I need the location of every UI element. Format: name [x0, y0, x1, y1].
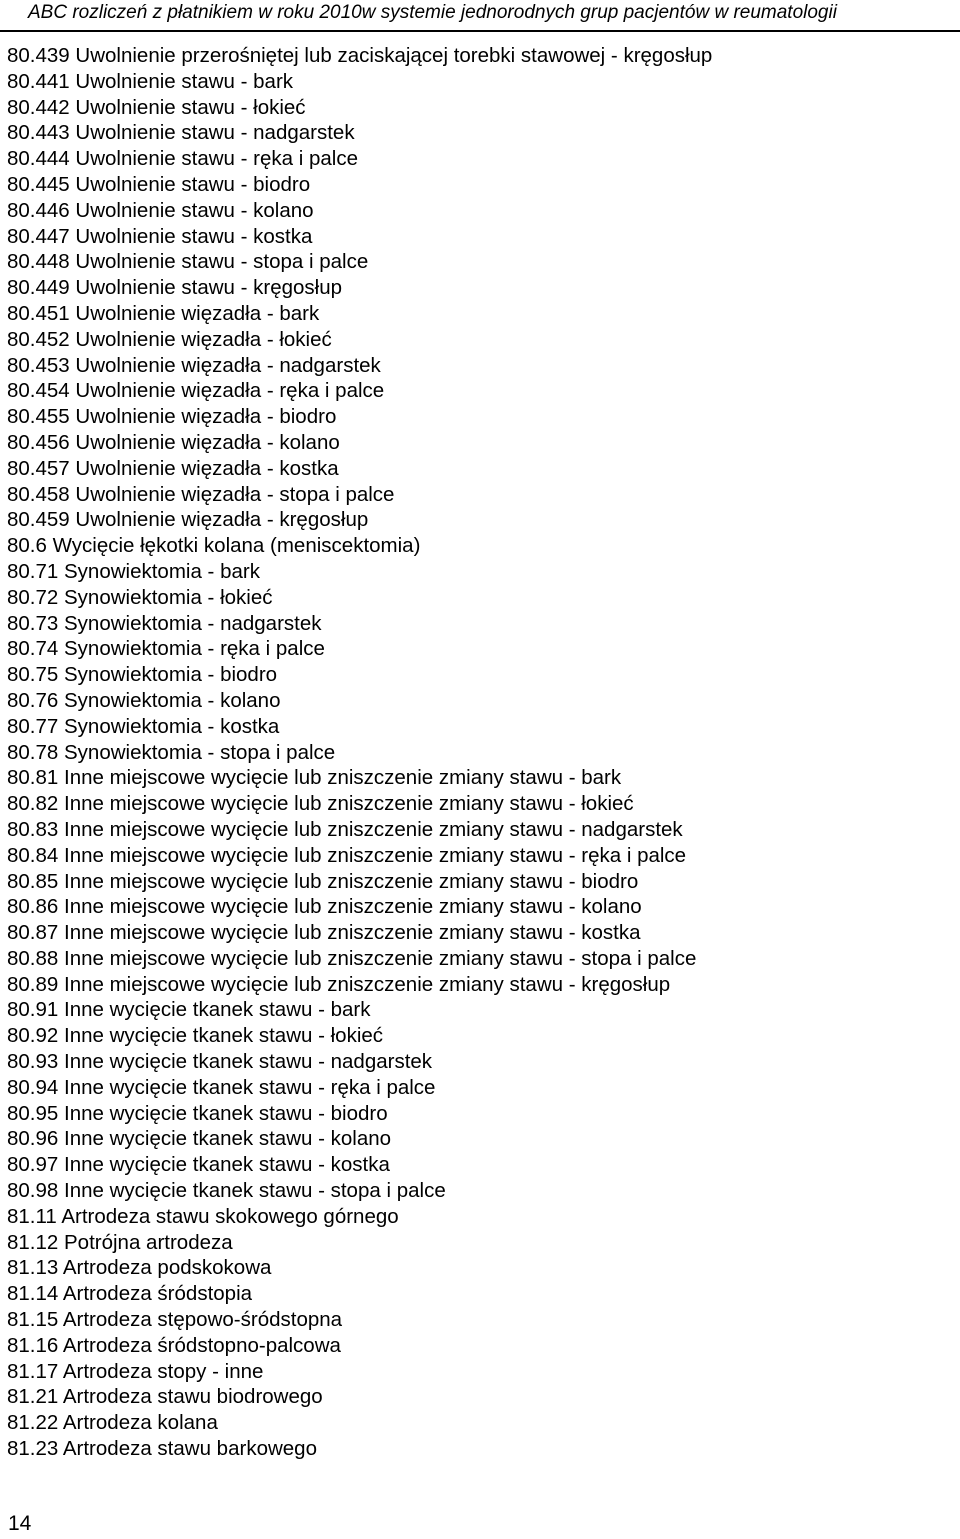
procedure-code-entry: 80.85 Inne miejscowe wycięcie lub zniszczenie zmiany stawu - biodro: [7, 869, 639, 893]
procedure-code-entry: 80.98 Inne wycięcie tkanek stawu - stopa i palce: [7, 1179, 446, 1203]
procedure-code-entry: 80.458 Uwolnienie więzadła - stopa i palce: [7, 482, 395, 506]
procedure-code-entry: 80.451 Uwolnienie więzadła - bark: [7, 301, 320, 325]
procedure-code-entry: 81.15 Artrodeza stępowo-śródstopna: [7, 1308, 343, 1332]
procedure-code-entry: 80.74 Synowiektomia - ręka i palce: [7, 637, 325, 661]
procedure-code-entry: 80.73 Synowiektomia - nadgarstek: [7, 611, 322, 635]
procedure-code-entry: 80.456 Uwolnienie więzadła - kolano: [7, 430, 340, 454]
procedure-code-entry: 81.17 Artrodeza stopy - inne: [7, 1359, 264, 1383]
procedure-code-entry: 80.71 Synowiektomia - bark: [7, 559, 260, 583]
running-header: ABC rozliczeń z płatnikiem w roku 2010w systemie jednorodnych grup pacjentów w reumatologii: [28, 2, 837, 23]
procedure-code-entry: 80.82 Inne miejscowe wycięcie lub zniszczenie zmiany stawu - łokieć: [7, 792, 634, 816]
procedure-code-entry: 80.77 Synowiektomia - kostka: [7, 714, 280, 738]
procedure-code-entry: 81.13 Artrodeza podskokowa: [7, 1256, 272, 1280]
procedure-code-entry: 80.441 Uwolnienie stawu - bark: [7, 69, 294, 93]
procedure-code-entry: 80.87 Inne miejscowe wycięcie lub zniszczenie zmiany stawu - kostka: [7, 921, 641, 945]
procedure-code-entry: 80.76 Synowiektomia - kolano: [7, 688, 281, 712]
procedure-code-entry: 81.16 Artrodeza śródstopno-palcowa: [7, 1333, 341, 1357]
procedure-code-list: [7, 43, 712, 1462]
procedure-code-entry: 80.94 Inne wycięcie tkanek stawu - ręka i palce: [7, 1075, 436, 1099]
procedure-code-entry: 80.442 Uwolnienie stawu - łokieć: [7, 95, 306, 119]
procedure-code-entry: 81.22 Artrodeza kolana: [7, 1411, 218, 1435]
procedure-code-entry: 80.92 Inne wycięcie tkanek stawu - łokieć: [7, 1024, 384, 1048]
procedure-code-entry: 80.455 Uwolnienie więzadła - biodro: [7, 405, 337, 429]
procedure-code-entry: 81.12 Potrójna artrodeza: [7, 1230, 233, 1254]
header-divider: [0, 30, 960, 32]
procedure-code-entry: 80.81 Inne miejscowe wycięcie lub zniszczenie zmiany stawu - bark: [7, 766, 622, 790]
procedure-code-entry: 80.459 Uwolnienie więzadła - kręgosłup: [7, 508, 369, 532]
procedure-code-entry: 80.452 Uwolnienie więzadła - łokieć: [7, 327, 332, 351]
procedure-code-entry: 80.78 Synowiektomia - stopa i palce: [7, 740, 336, 764]
procedure-code-entry: 81.11 Artrodeza stawu skokowego górnego: [7, 1204, 399, 1228]
procedure-code-entry: 80.439 Uwolnienie przerośniętej lub zaciskającej torebki stawowej - kręgosłup: [7, 44, 713, 67]
procedure-code-entry: 80.89 Inne miejscowe wycięcie lub zniszczenie zmiany stawu - kręgosłup: [7, 972, 671, 996]
procedure-code-entry: 81.14 Artrodeza śródstopia: [7, 1282, 253, 1306]
procedure-code-entry: 80.457 Uwolnienie więzadła - kostka: [7, 456, 339, 480]
procedure-code-entry: 80.83 Inne miejscowe wycięcie lub zniszczenie zmiany stawu - nadgarstek: [7, 817, 683, 841]
procedure-code-entry: 80.97 Inne wycięcie tkanek stawu - kostka: [7, 1153, 390, 1177]
procedure-code-entry: 81.21 Artrodeza stawu biodrowego: [7, 1385, 323, 1409]
procedure-code-entry: 80.75 Synowiektomia - biodro: [7, 663, 278, 687]
procedure-code-entry: 80.448 Uwolnienie stawu - stopa i palce: [7, 250, 369, 274]
procedure-code-entry: 80.447 Uwolnienie stawu - kostka: [7, 224, 313, 248]
procedure-code-entry: 80.6 Wycięcie łękotki kolana (meniscektomia): [7, 534, 421, 558]
procedure-code-entry: 80.88 Inne miejscowe wycięcie lub zniszczenie zmiany stawu - stopa i palce: [7, 946, 697, 970]
procedure-code-entry: 80.86 Inne miejscowe wycięcie lub zniszczenie zmiany stawu - kolano: [7, 895, 642, 919]
procedure-code-entry: 80.84 Inne miejscowe wycięcie lub zniszczenie zmiany stawu - ręka i palce: [7, 843, 687, 867]
page-number: 14: [8, 1512, 32, 1535]
procedure-code-entry: 80.96 Inne wycięcie tkanek stawu - kolano: [7, 1127, 392, 1151]
procedure-code-entry: 80.445 Uwolnienie stawu - biodro: [7, 172, 311, 196]
procedure-code-entry: 80.72 Synowiektomia - łokieć: [7, 585, 273, 609]
procedure-code-entry: 80.449 Uwolnienie stawu - kręgosłup: [7, 276, 343, 300]
procedure-code-entry: 80.91 Inne wycięcie tkanek stawu - bark: [7, 998, 371, 1022]
procedure-code-entry: 81.23 Artrodeza stawu barkowego: [7, 1437, 317, 1461]
procedure-code-entry: 80.454 Uwolnienie więzadła - ręka i palce: [7, 379, 385, 403]
procedure-code-entry: 80.443 Uwolnienie stawu - nadgarstek: [7, 121, 355, 145]
procedure-code-entry: 80.444 Uwolnienie stawu - ręka i palce: [7, 147, 358, 171]
procedure-code-entry: 80.95 Inne wycięcie tkanek stawu - biodro: [7, 1101, 388, 1125]
procedure-code-entry: 80.453 Uwolnienie więzadła - nadgarstek: [7, 353, 381, 377]
procedure-code-entry: 80.446 Uwolnienie stawu - kolano: [7, 198, 314, 222]
procedure-code-entry: 80.93 Inne wycięcie tkanek stawu - nadgarstek: [7, 1050, 433, 1074]
